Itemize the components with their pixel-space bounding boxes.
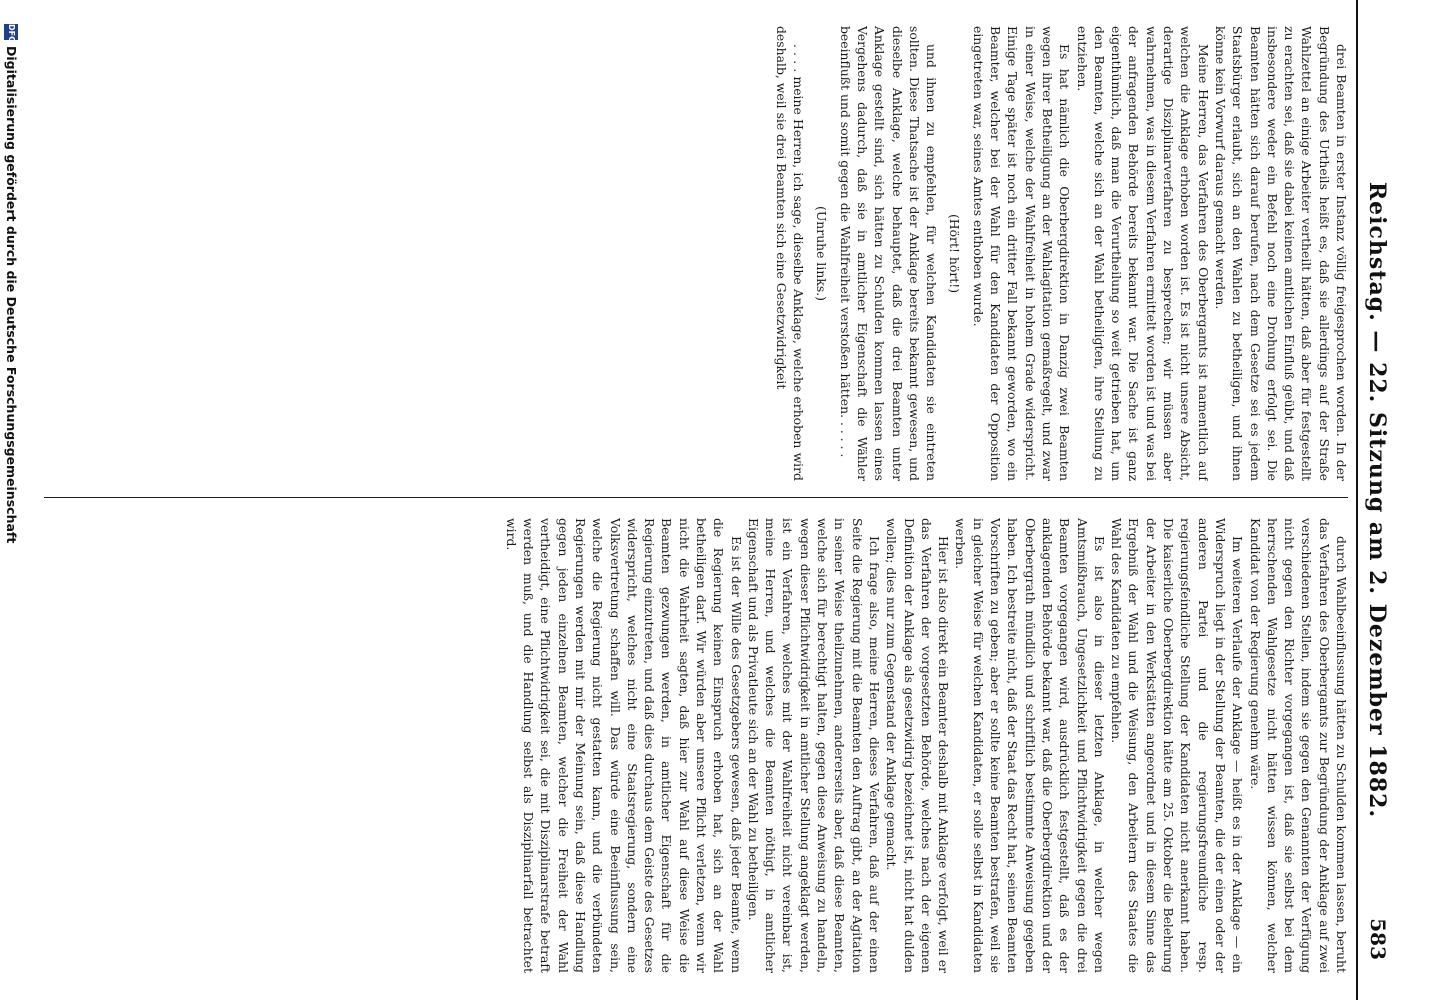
- interjection: (Unruhe links.): [814, 206, 830, 301]
- interjection: (Hört! hört!): [947, 213, 963, 294]
- paragraph: Im weiteren Verlaufe der Anklage — heißt es in der Anklage — ein Widerspruch liegt in der Stellung der Beamten, die der einen oder der anderen Partei und die regierungsfreundliche resp. regierungsfeindliche Stellung der Kandidaten nicht anerkannt haben. Die kaiserliche Oberbergdirektion hätte am 25. Oktober die Belehrung der Arbeiter in den Werkstätten angeordnet und in diesem Sinne das Ergebniß der Wahl und die Weisung, den Arbeitern des Staates die Wahl des Kandidaten zu empfehlen.: [1109, 518, 1246, 973]
- page-number: 583: [1366, 918, 1390, 960]
- paragraph: Ich frage also, meine Herren, dieses Verfahren, daß auf der einen Seite die Regierung mit die Beamten den Auftrag gibt, an der Agitation in seiner Weise theilzunehmen, andererseits aber, daß diese Beamten, welche sich für berechtigt halten, gegen diese Anweisung zu handeln, wegen dieser Pflichtwidrigkeit in amtlicher Stellung angeklagt werden, ist ein Verfahren, welches mit der Wahlfreiheit nicht vereinbar ist, meine Herren, und welches die Beamten nöthigt, in amtlicher Eigenschaft und als Privatleute sich an der Wahl zu betheiligen.: [745, 518, 882, 973]
- paragraph: durch Wahlbeeinflussung hätten zu Schulden kommen lassen, beruht das Verfahren des Oberbergamts zur Begründung der Anklage auf zwei verschiedenen Stellen, indem sie gegen den Genannten der Verfügung nicht gegen den Richter vorgegangen ist, daß sie selbst bei dem herrschenden Wahlgesetze nicht hätten wissen können, welcher Kandidat von der Regierung genehm wäre.: [1247, 518, 1349, 973]
- dfg-logo-icon: DFG: [5, 24, 19, 40]
- footer-bar: [0, 0, 24, 1000]
- paragraph: drei Beamten in erster Instanz völlig freigesprochen worden. In der Begründung des Urtheils heißt es, daß sie allerdings auf der Straße Wahlzettel an einige Arbeiter vertheilt hätten, daß aber für festgestellt zu erachten sei, daß sie dabei keinen amtlichen Einfluß geübt, und daß insbesondere weder ein Befehl noch eine Drohung erfolgt sei. Die Beamten hätten sich darauf berufen, nach dem Gesetze sei es jedem Staatsbürger erlaubt, sich an den Wahlen zu betheiligen, und ihnen könne kein Vorwurf daraus gemacht werden.: [1212, 26, 1349, 481]
- paragraph: Es hat nämlich die Oberbergdirektion in Danzig zwei Beamten wegen ihrer Betheiligung an der Wahlagitation gemaßregelt, und zwar in einer Weise, welche der Wahlfreiheit in hohem Grade widerspricht. Einige Tage später ist noch ein dritter Fall bekannt geworden, wo ein Beamter, welcher bei der Wahl für den Kandidaten der Opposition eingetreten war, seines Amtes enthoben wurde.: [970, 26, 1073, 481]
- paragraph: Es ist der Wille des Gesetzgebers gewesen, daß jeder Beamte, wenn die Regierung keinen Einspruch erhoben hat, sich an der Wahl betheiligen darf. Wir würden aber unsere Pflicht verletzen, wenn wir nicht die Wahrheit sagten, daß hier zur Wahl auf diese Weise die Beamten gezwungen werden, in amtlicher Eigenschaft für die Regierung einzutreten, und daß dies durchaus dem Geiste des Gesetzes widerspricht, welches nicht eine Staatsregierung, sondern eine Volksvertretung schaffen will. Das würde eine Beeinflussung sein, welche die Regierung nicht gestatten kann, und die verbündeten Regierungen werden mit mir der Meinung sein, daß diese Handlung gegen jeden einzelnen Beamten, welcher die Freiheit der Wahl vertheidigt, eine Pflichtwidrigkeit sei, die mit Disziplinarstrafe betraft werden muß, und die Handlung selbst als Disziplinarfall betrachtet wird.: [503, 518, 744, 973]
- running-head: Reichstag. — 22. Sitzung am 2. Dezember 1882.: [1364, 181, 1390, 819]
- right-text-column: [40, 518, 1350, 973]
- paragraph: Es ist also in dieser letzten Anklage, in welcher wegen Amtsmißbrauch, Ungesetzlichkeit und Pflichtwidrigkeit gegen die drei Beamten vorgegangen wird, ausdrücklich festgestellt, daß es der anklagenden Behörde bekannt war, daß die Oberbergdirektion und der Oberbergrath mündlich und schriftlich bestimmte Anweisung gegeben haben. Ich bestreite nicht, daß der Staat das Recht hat, seinen Beamten Vorschriften zu geben; aber er sollte keine Beamten bestrafen, weil sie in gleicher Weise für welchen Kandidaten, er solle selbst in Kandidaten werben.: [953, 518, 1107, 973]
- paragraph: . . . . meine Herren, ich sage, dieselbe Anklage, welche erhoben wird deshalb, weil sie drei Beamten sich eine Gesetzwidrigkeit: [773, 26, 807, 481]
- paragraph: und ihnen zu empfehlen, für welchen Kandidaten sie eintreten sollten. Diese Thatsache ist der Anklage bereits bekannt gewesen, und dieselbe Anklage, welche behauptet, daß die drei Beamten unter Anklage gestellt sind, sich hätten zu Schulden kommen lassen eines Vergehens dadurch, daß sie in amtlicher Eigenschaft die Wähler beeinflußt und somit gegen die Wahlfreiheit verstoßen hätten. . . . . .: [837, 26, 940, 481]
- left-text-column: [40, 26, 1350, 481]
- paragraph: Hier ist also direkt ein Beamter deshalb mit Anklage verfolgt, weil er das Verfahren der vorgesetzten Behörde, welches nach der eigenen Definition der Anklage als gesetzwidrig bezeichnet ist, nicht hat dulden wollen; dies nur zum Gegenstand der Anklage gemacht.: [884, 518, 952, 973]
- page-header: [1356, 0, 1398, 1000]
- digitization-credit: [4, 24, 19, 543]
- paragraph: Meine Herren, das Verfahren des Oberbergamts ist namentlich auf welchen die Anklage erhoben worden ist. Es ist nicht unsere Absicht, derartige Disziplinarverfahren zu besprechen; wir müssen aber wahrnehmen, was in diesem Verfahren ermittelt worden ist und was bei der anfragenden Behörde bereits bekannt war. Die Sache ist ganz eigenthümlich, daß man die Verurtheilung so weit getrieben hat, um den Beamten, welche sich an der Wahl betheiligten, ihre Stellung zu entziehen.: [1074, 26, 1211, 481]
- column-divider: [44, 497, 1348, 498]
- credit-text: Digitalisierung gefördert durch die Deutsche Forschungsgemeinschaft: [4, 46, 19, 544]
